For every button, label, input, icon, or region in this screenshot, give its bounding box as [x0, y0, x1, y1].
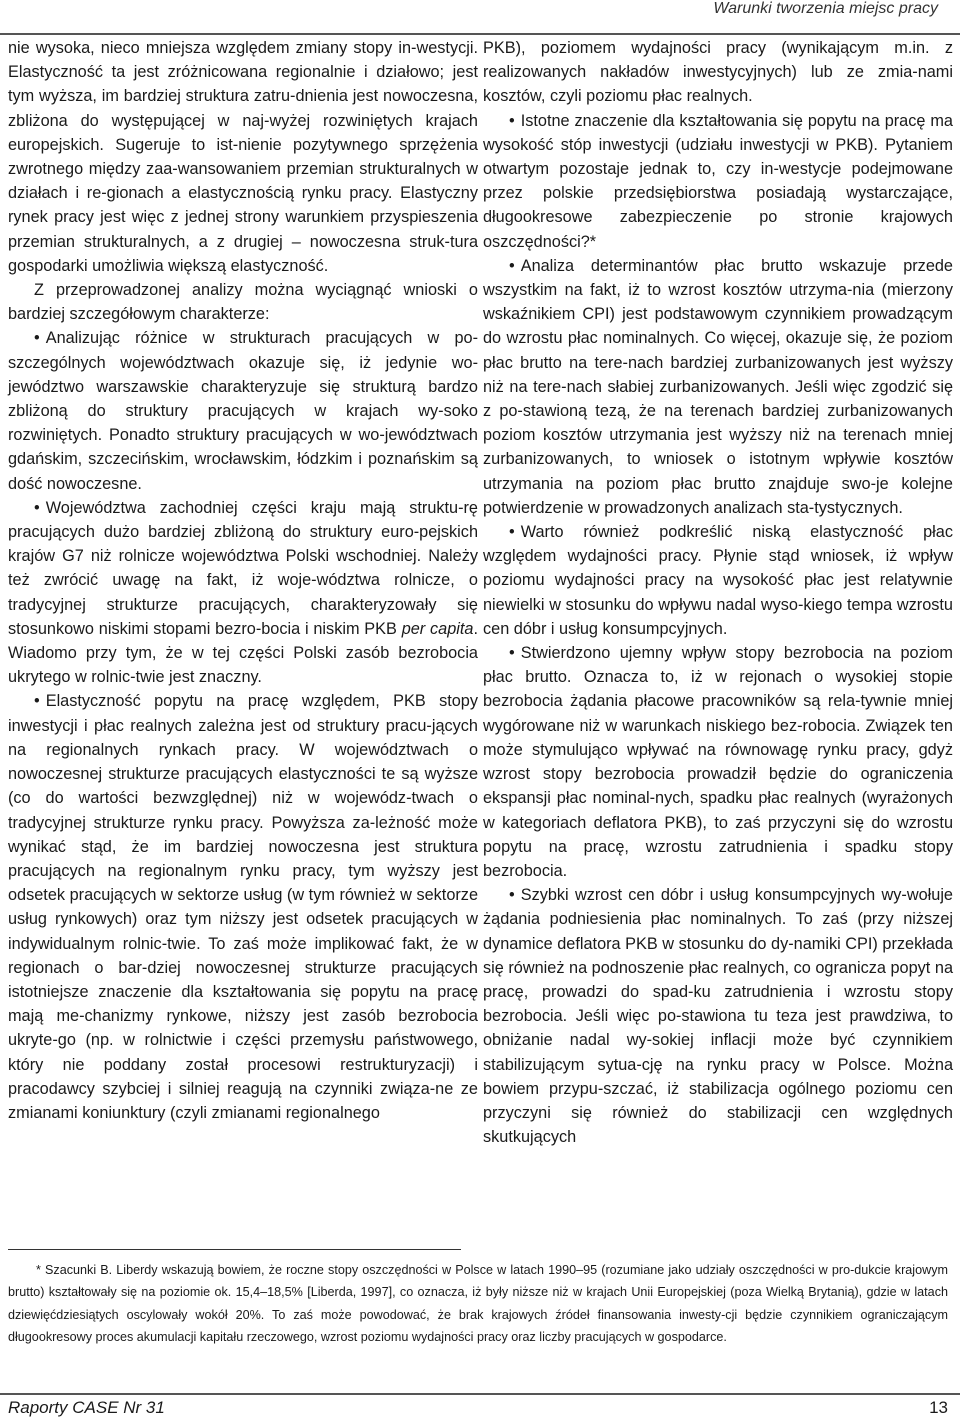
bullet-paragraph: [8, 496, 478, 690]
page-number: 13: [929, 1398, 948, 1417]
bullet-paragraph: • Stwierdzono ujemny wpływ stopy bezrobocia na poziom płac brutto. Oznacza to, iż w rejonach o wysokiej stopie bezrobocia żądania płacowe pracowników są rela-tywnie mniej wygórowane niż w warunkach niskiego bez-robocia. Związek ten może stymulująco wpływać na równowagę rynku pracy, gdyż wzrost stopy bezrobocia prowadził będzie do ograniczenia ekspansji płac nominal-nych, spadku płac realnych (wyrażonych w kategoriach deflatora PKB), to zaś przyczyni się do wzrostu popytu na pracę, wzrostu zatrudnienia i spadku stopy bezrobocia.: [483, 641, 953, 883]
text-span: Województwa zachodniej części kraju mają struktu-rę pracujących dużo bardziej zbliżoną do struktury euro-pejskich krajów G7 niż rolnicze województwa Polski wschodniej. Należy też zwrócić uwagę na fakt, iż woje-wództwa rolnicze, o tradycyjnej strukturze pracujących, charakteryzowały się stosunkowo niskimi stopami bezro-bocia i niskim PKB: [8, 498, 478, 638]
paragraph: PKB), poziomem wydajności pracy (wynikającym m.in. z realizowanych nakładów inwestycyjnych) lub ze zmia-nami kosztów, czyli poziomu płac realnych.: [483, 39, 953, 106]
paragraph: Z przeprowadzonej analizy można wyciągnąć wnioski o bardziej szczegółowym charakterze:: [8, 281, 478, 324]
paragraph: nie wysoka, nieco mniejsza względem zmiany stopy in-westycji. Elastyczność ta jest zróżnicowana regionalnie i działowo; jest tym wyższa, im bardziej struktura zatru-dnienia jest nowoczesna, zbliżona do występującej w naj-wyżej rozwiniętych krajach europejskich. Sugeruje to ist-nienie pozytywnego sprzężenia zwrotnego między zaa-wansowaniem przemian strukturalnych w działach i re-gionach a elastycznością rynku pracy. Elastyczny rynek pracy jest więc z jednej strony warunkiem przyspieszenia przemian strukturalnych, a z drugiej – nowoczesna struk-tura gospodarki umożliwia większą elastyczność.: [8, 39, 478, 275]
footnote-rule: [8, 1249, 461, 1250]
text-span: . Wiadomo przy tym, że w tej części Polski zasób bezrobocia ukrytego w rolnic-twie jest znaczny.: [8, 619, 478, 687]
bullet-paragraph: • Analizując różnice w strukturach pracujących w po-szczególnych województwach okazuje się, iż jedynie wo-jewództwo warszawskie charakteryzuje się strukturą bardzo zbliżoną do struktury pracujących w krajach wy-soko rozwiniętych. Ponadto struktury pracujących w wo-jewództwach gdańskim, szczecińskim, wrocławskim, łódzkim i poznańskim są dość nowoczesne.: [8, 326, 478, 495]
footnote: [8, 1259, 948, 1349]
bullet-paragraph: • Istotne znaczenie dla kształtowania się popytu na pracę ma wysokość stóp inwestycji (udziału inwestycji w PKB). Pytaniem otwartym pozostaje jednak to, czy in-westycje podejmowane przez polskie przedsiębiorstwa posiadają wystarczające, długookresowe zabezpieczenie po stronie krajowych oszczędności?*: [483, 109, 953, 254]
bullet-paragraph: • Analiza determinantów płac brutto wskazuje przede wszystkim na fakt, iż to wzrost kosztów utrzyma-nia (mierzony wskaźnikiem CPI) jest podstawowym czynnikiem prowadzącym do wzrostu płac nominalnych. Co więcej, okazuje się, że poziom płac brutto na tere-nach bardziej zurbanizowanych jest wyższy niż na tere-nach słabiej zurbanizowanych. Jeśli więc zgodzić się z po-stawioną tezą, że na terenach bardziej zurbanizowanych poziom kosztów utrzymania jest wyższy niż na terenach mniej zurbanizowanych, to wniosek o istotnym wpływie kosztów utrzymania na poziom płac brutto znajduje swo-je kolejne potwierdzenie w prowadzonych analizach sta-tystycznych.: [483, 254, 953, 520]
bullet-paragraph: • Szybki wzrost cen dóbr i usług konsumpcyjnych wy-wołuje żądania podniesienia płac nominalnych. To zaś (przy niższej dynamice deflatora PKB w stosunku do dy-namiki CPI) przekłada się również na podnoszenie płac realnych, co ogranicza popyt na pracę, prowadzi do spad-ku zatrudnienia i wzrostu stopy bezrobocia. Jeśli więc po-stawiona tu teza jest prawdziwa, to obniżanie nadal wy-sokiej inflacji może być czynnikiem stabilizującym sytua-cję na rynku pracy w Polsce. Można bowiem przypu-szczać, iż stabilizacja ogólnego poziomu cen przyczyni się również do stabilizacji cen względnych skutkujących: [483, 883, 953, 1149]
footer-rule: [0, 1393, 960, 1395]
left-column: [8, 36, 478, 1125]
bullet-paragraph: • Warto również podkreślić niską elastyczność płac względem wydajności pracy. Płynie stąd wniosek, iż wpływ poziomu wydajności pracy na wysokość płac jest relatywnie niewielki w stosunku do wpływu nadal wyso-kiego tempa wzrostu cen dóbr i usług konsumpcyjnych.: [483, 520, 953, 641]
italic-term: per capita: [401, 619, 474, 638]
right-column: [483, 36, 953, 1149]
publication-title: Raporty CASE Nr 31: [8, 1398, 165, 1417]
bullet-paragraph: • Elastyczność popytu na pracę względem, PKB stopy inwestycji i płac realnych zależna jest od struktury pracu-jących na regionalnych rynkach pracy. W województwach o nowoczesnej strukturze pracujących elastyczności te są wyższe (co do wartości bezwzględnej) niż w wojewódz-twach o tradycyjnej strukturze rynku pracy. Powyższa za-leżność może wynikać stąd, że im bardziej nowoczesna jest struktura pracujących na regionalnym rynku pracy, tym wyższy jest odsetek pracujących w sektorze usług (w tym również w sektorze usług rynkowych) oraz tym niższy jest odsetek pracujących w indywidualnym rolnic-twie. To zaś może implikować fakt, że w regionach o bar-dziej nowoczesnej strukturze pracujących istotniejsze znaczenie dla kształtowania się popytu na pracę mają me-chanizmy rynkowe, niższy jest zasób bezrobocia ukryte-go (np. w rolnictwie i części przemysłu państwowego, który nie poddany został procesowi restrukturyzacji) i pracodawcy szybciej i silniej reagują na czynniki związa-ne ze zmianami koniunktury (czyli zmianami regionalnego: [8, 689, 478, 1125]
footnote-text: * Szacunki B. Liberdy wskazują bowiem, że roczne stopy oszczędności w Polsce w latach 1990–95 (rozumiane jako udziały oszczędności w pro-dukcie krajowym brutto) kształtowały się na poziomie ok. 15,4–18,5% [Liberda, 1997], co oznacza, iż były niższe niż w krajach Unii Europejskiej (poza Wielką Brytanią), gdzie w latach dziewięćdziesiątych oscylowały wokół 20%. To zaś może powodować, że brak krajowych źródeł finansowania inwesty-cji będzie czynnikiem ograniczającym długookresowy proces akumulacji kapitału rzeczowego, wzrost poziomu wydajności pracy oraz liczby pracujących w gospodarce.: [8, 1263, 948, 1345]
header-rule: [0, 33, 960, 35]
running-title: Warunki tworzenia miejsc pracy: [713, 0, 938, 17]
